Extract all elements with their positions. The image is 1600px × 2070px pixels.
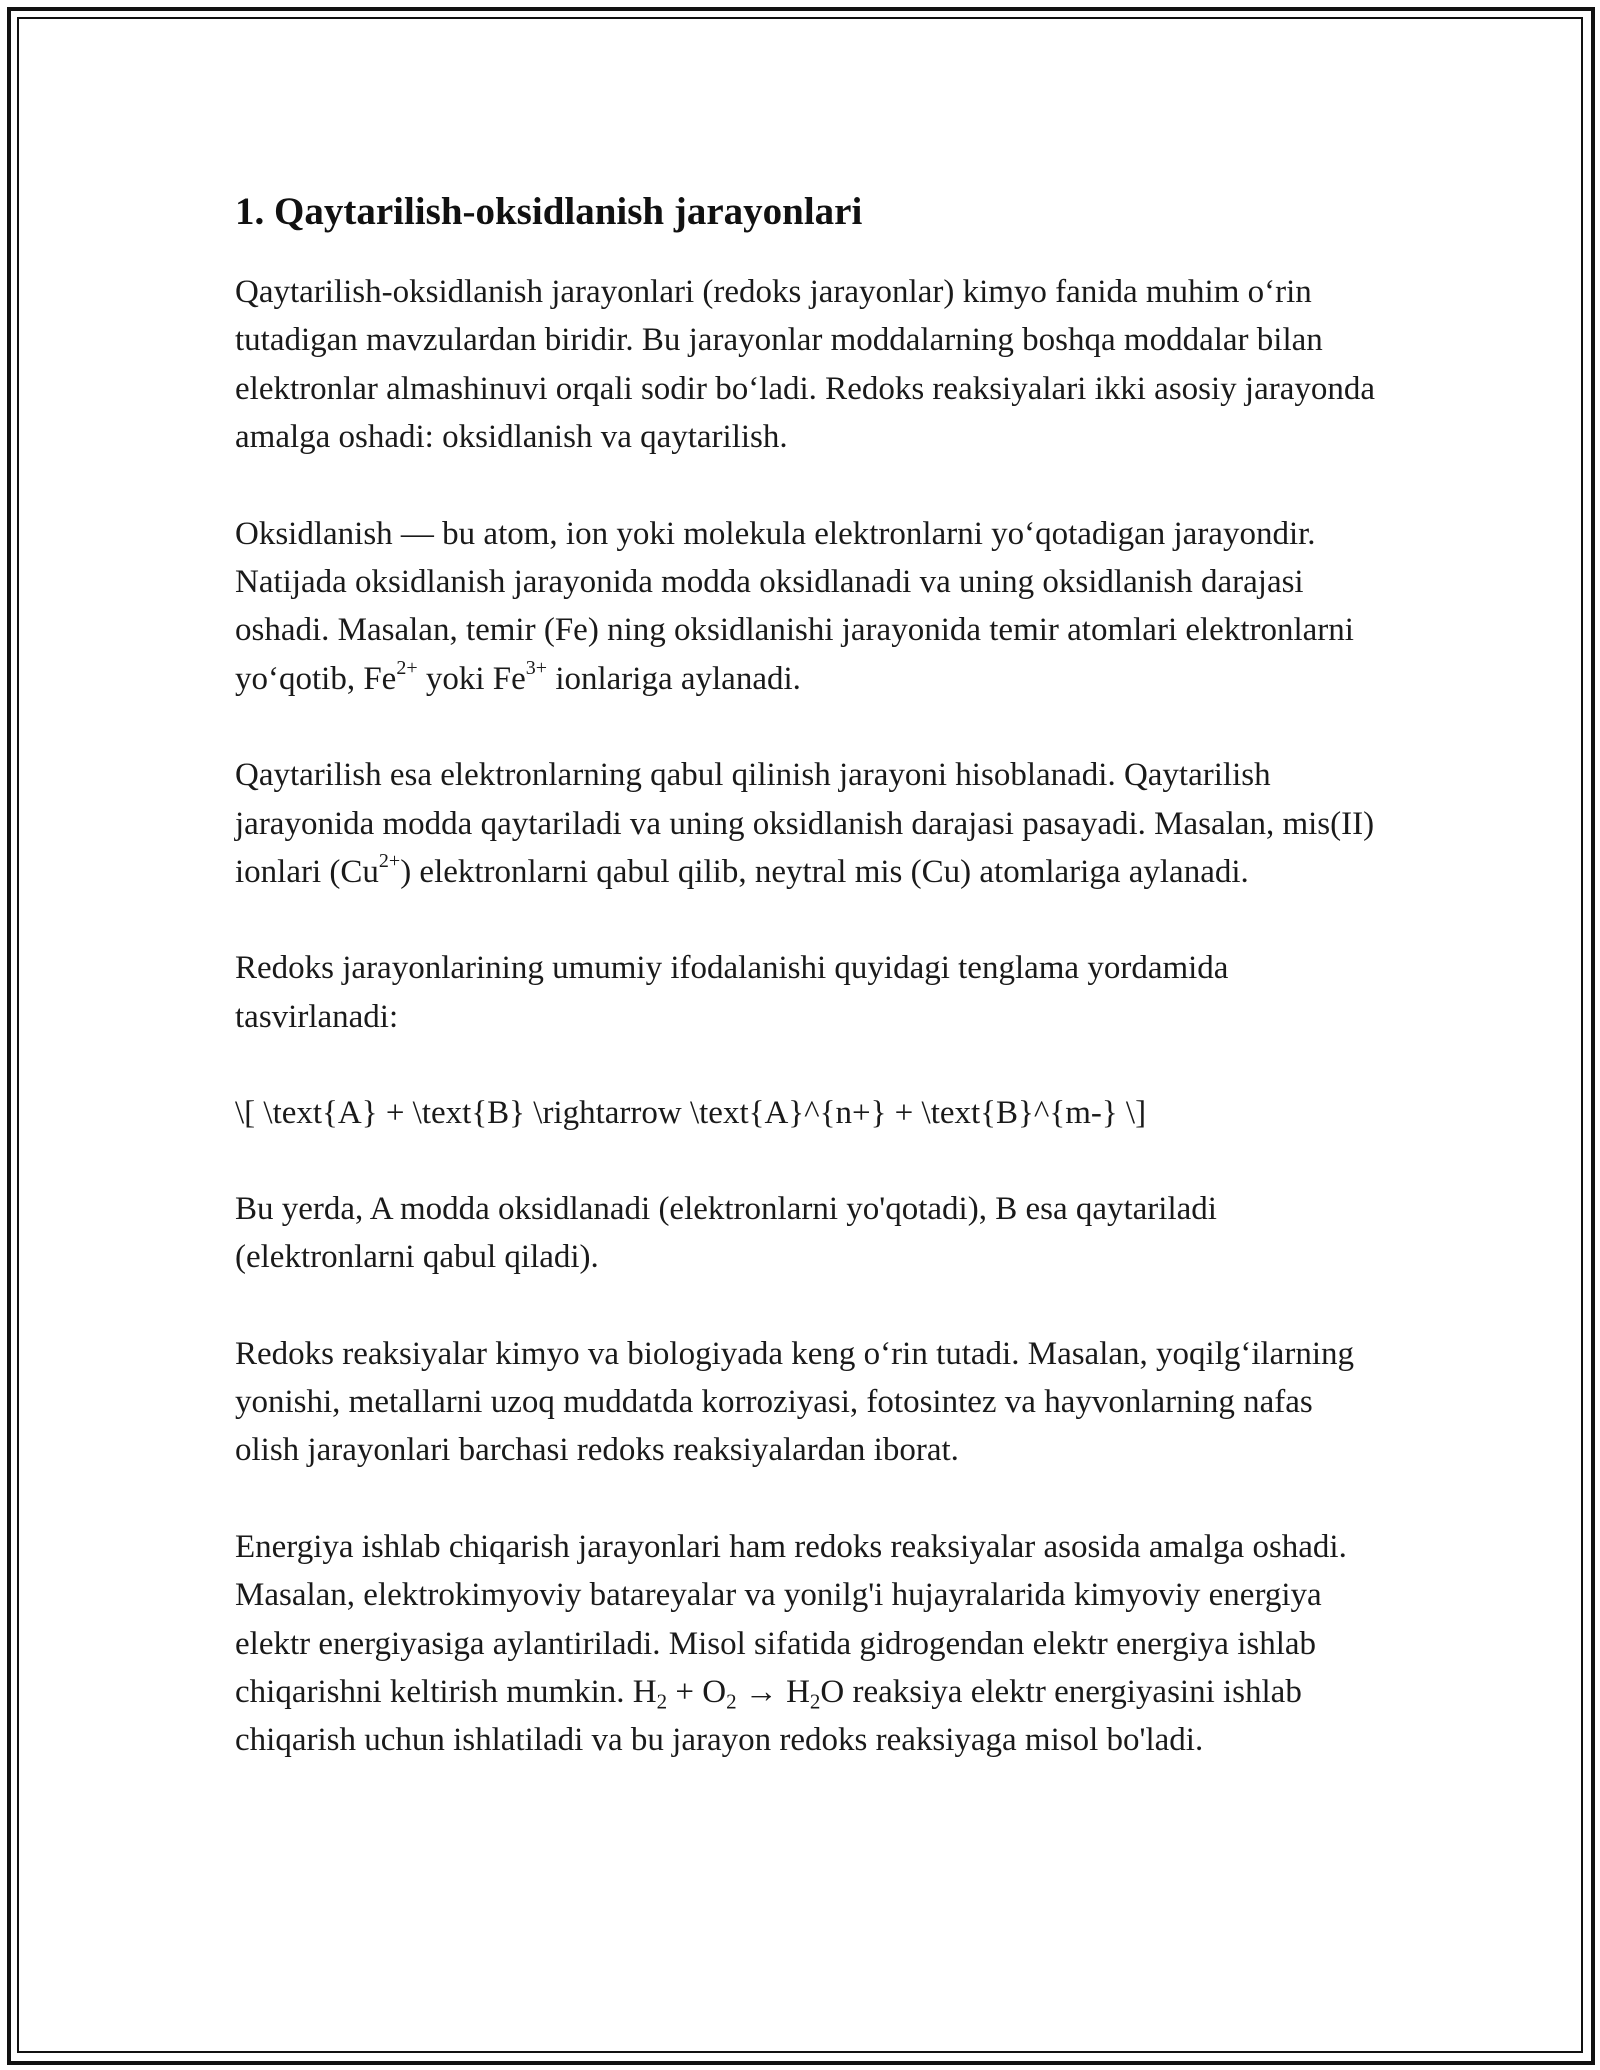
section-heading: 1. Qaytarilish-oksidlanish jarayonlari (235, 190, 863, 233)
fe2-charge: 2+ (396, 656, 418, 679)
cu2-charge: 2+ (378, 850, 401, 873)
fe3-charge: 3+ (525, 656, 548, 679)
energy-text-d: O reaksiya elektr energiyasini ishlab chiqarish uchun ishlatiladi va bu jarayon redoks reaksiyaga misol bo'ladi. (235, 1673, 1302, 1759)
redox-formula: \[ \text{A} + \text{B} \rightarrow \text{A}^{n+} + \text{B}^{m-} \] (235, 1095, 1147, 1132)
general-expression-paragraph: Redoks jarayonlarining umumiy ifodalanishi quyidagi tenglama yordamida tasvirlanadi: (235, 950, 1229, 1035)
oxidation-text-a: Oksidlanish — bu atom, ion yoki molekula elektronlarni yo‘qotadigan jarayondir. Natijada oksidlanish jarayonida modda oksidlanadi va uning oksidlanish darajasi oshadi. Masalan, temir (Fe) ning oksidlanishi jarayonida temir atomlari elektronlarni yo‘qotib, Fe (235, 515, 1354, 697)
document-body (235, 186, 1385, 1813)
oxidation-text-c: ionlariga aylanadi. (547, 660, 801, 697)
reduction-text-b: ) elektronlarni qabul qilib, neytral mis (Cu) atomlariga aylanadi. (400, 854, 1249, 891)
energy-paragraph (235, 1523, 1385, 1765)
reduction-text-a: Qaytarilish esa elektronlarning qabul qilinish jarayoni hisoblanadi. Qaytarilish jarayonida modda qaytariladi va uning oksidlanish darajasi pasayadi. Masalan, mis(II) ionlari (Cu (235, 757, 1375, 891)
oxidation-text-b: yoki Fe (417, 660, 526, 697)
intro-paragraph: Qaytarilish-oksidlanish jarayonlari (redoks jarayonlar) kimyo fanida muhim o‘rin tutadigan mavzulardan biridir. Bu jarayonlar moddalarning boshqa moddalar bilan elektronlar almashinuvi orqali sodir bo‘ladi. Redoks reaksiyalari ikki asosiy jarayonda amalga oshadi: oksidlanish va qaytarilish. (235, 274, 1376, 456)
energy-text-c: → H (736, 1673, 810, 1710)
oxidation-paragraph (235, 510, 1385, 704)
h2o-subscript: 2 (809, 1689, 821, 1714)
energy-text-b: + O (667, 1673, 727, 1710)
formula-explanation-paragraph: Bu yerda, A modda oksidlanadi (elektronlarni yo'qotadi), B esa qaytariladi (elektronlarni qabul qiladi). (235, 1190, 1217, 1276)
applications-paragraph: Redoks reaksiyalar kimyo va biologiyada keng o‘rin tutadi. Masalan, yoqilg‘ilarning yonishi, metallarni uzoq muddatda korroziyasi, fotosintez va hayvonlarning nafas olish jarayonlari barchasi redoks reaksiyalardan iborat. (235, 1335, 1354, 1469)
reduction-paragraph (235, 751, 1385, 896)
energy-text-a: Energiya ishlab chiqarish jarayonlari ham redoks reaksiyalar asosida amalga oshadi. Masalan, elektrokimyoviy batareyalar va yonilg'i hujayralarida kimyoviy energiya elektr energiyasiga aylantiriladi. Misol sifatida gidrogendan elektr energiya ishlab chiqarishni keltirish mumkin. H (235, 1528, 1347, 1710)
h2-subscript: 2 (656, 1689, 668, 1714)
o2-subscript: 2 (726, 1689, 737, 1714)
